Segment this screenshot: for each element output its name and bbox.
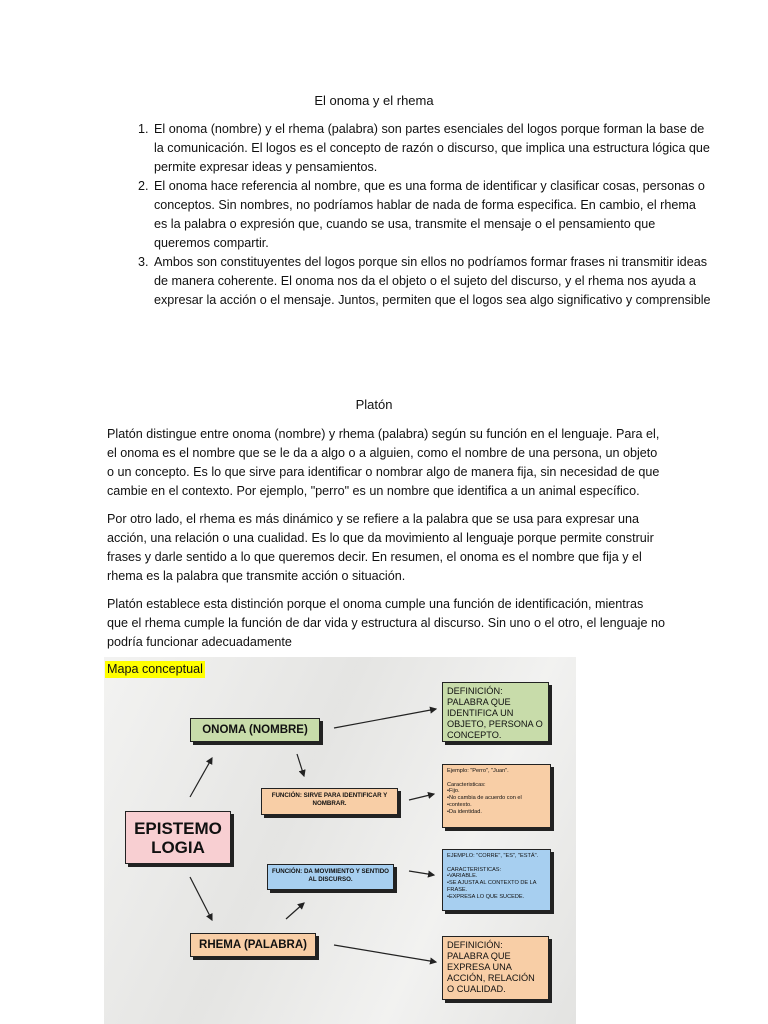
section-title-platon: Platón (355, 397, 393, 412)
arrow-rhema-to-function (286, 903, 304, 919)
onoma-function-node: FUNCIÓN: SIRVE PARA IDENTIFICAR Y NOMBRAR. (261, 788, 398, 815)
arrow-center-to-onoma (190, 758, 212, 797)
concept-map-label: Mapa conceptual (107, 662, 203, 676)
paragraph: Platón distingue entre onoma (nombre) y rhema (palabra) según su función en el lenguaje. Para el, el onoma es el nombre que se le da a algo o a alguien, como el nombre de una persona, un objeto o un concepto. Es lo que sirve para identificar o nombrar algo de manera fija, sin necesidad de que cambie en el contexto. Por ejemplo, "perro" es un nombre que identifica a un animal específico. (107, 427, 660, 498)
arrow-onoma-to-definition (334, 709, 436, 728)
rhema-example-node: EJEMPLO: "CORRE", "ES", "ESTÁ". CARACTERISTICAS: •VARIABLE. •SE AJUSTA AL CONTEXTO DE LA FRASE. •EXPRESA LO QUE SUCEDE. (442, 849, 551, 911)
arrow-function-to-example-rhema (409, 871, 434, 875)
rhema-node: RHEMA (PALABRA) (190, 933, 316, 957)
arrow-center-to-rhema (190, 877, 212, 920)
epistemologia-label: EPISTEMO LOGIA (134, 819, 222, 857)
list-item: 3. Ambos son constituyentes del logos porque sin ellos no podríamos formar frases ni transmitir ideas de manera coherente. El onoma nos da el objeto o el sujeto del discurso, y el rhema nos ayuda a expresar la acción o el mensaje. Juntos, permiten que el logos sea algo significativo y comprensible (152, 253, 712, 310)
list-item: 2. El onoma hace referencia al nombre, que es una forma de identificar y clasificar cosas, personas o conceptos. Sin nombres, no podríamos hablar de nada de forma especifica. En cambio, el rhema es la palabra o expresión que, cuando se usa, transmite el mensaje o el pensamiento que queremos compartir. (152, 177, 712, 253)
arrow-rhema-to-definition (334, 945, 436, 962)
rhema-function-node: FUNCIÓN: DA MOVIMIENTO Y SENTIDO AL DISCURSO. (267, 864, 394, 890)
concept-map-image (104, 657, 576, 1024)
onoma-example-node: Ejemplo: "Perro", "Juan". Caracteristicas: •Fijo. •No cambia de acuerdo con el •contexto. •Da identidad. (442, 764, 551, 828)
section-title-onoma-rhema: El onoma y el rhema (314, 93, 434, 108)
rhema-definition-node: DEFINICIÓN: PALABRA QUE EXPRESA UNA ACCIÓN, RELACIÓN O CUALIDAD. (442, 936, 549, 1000)
onoma-definition-node: DEFINICIÓN: PALABRA QUE IDENTIFICA UN OBJETO, PERSONA O CONCEPTO. (442, 682, 549, 742)
list-item: 1. El onoma (nombre) y el rhema (palabra) son partes esenciales del logos porque forman la base de la comunicación. El logos es el concepto de razón o discurso, que implica una estructura lógica que permite expresar ideas y pensamientos. (152, 120, 712, 177)
arrow-function-to-example (409, 794, 434, 800)
paragraph: Por otro lado, el rhema es más dinámico y se refiere a la palabra que se usa para expresar una acción, una relación o una cualidad. Es lo que da movimiento al lenguaje porque permite construir frases y darle sentido a lo que queremos decir. En resumen, el onoma es el nombre que fija y el rhema es la palabra que transmite acción o situación. (107, 512, 654, 583)
arrow-onoma-to-function (297, 754, 304, 776)
numbered-list (106, 120, 712, 310)
epistemologia-node (125, 811, 231, 864)
onoma-node: ONOMA (NOMBRE) (190, 718, 320, 742)
paragraph: Platón establece esta distinción porque el onoma cumple una función de identificación, mientras que el rhema cumple la función de dar vida y estructura al discurso. Sin uno o el otro, el lenguaje no podría funcionar adecuadamente (107, 597, 665, 649)
